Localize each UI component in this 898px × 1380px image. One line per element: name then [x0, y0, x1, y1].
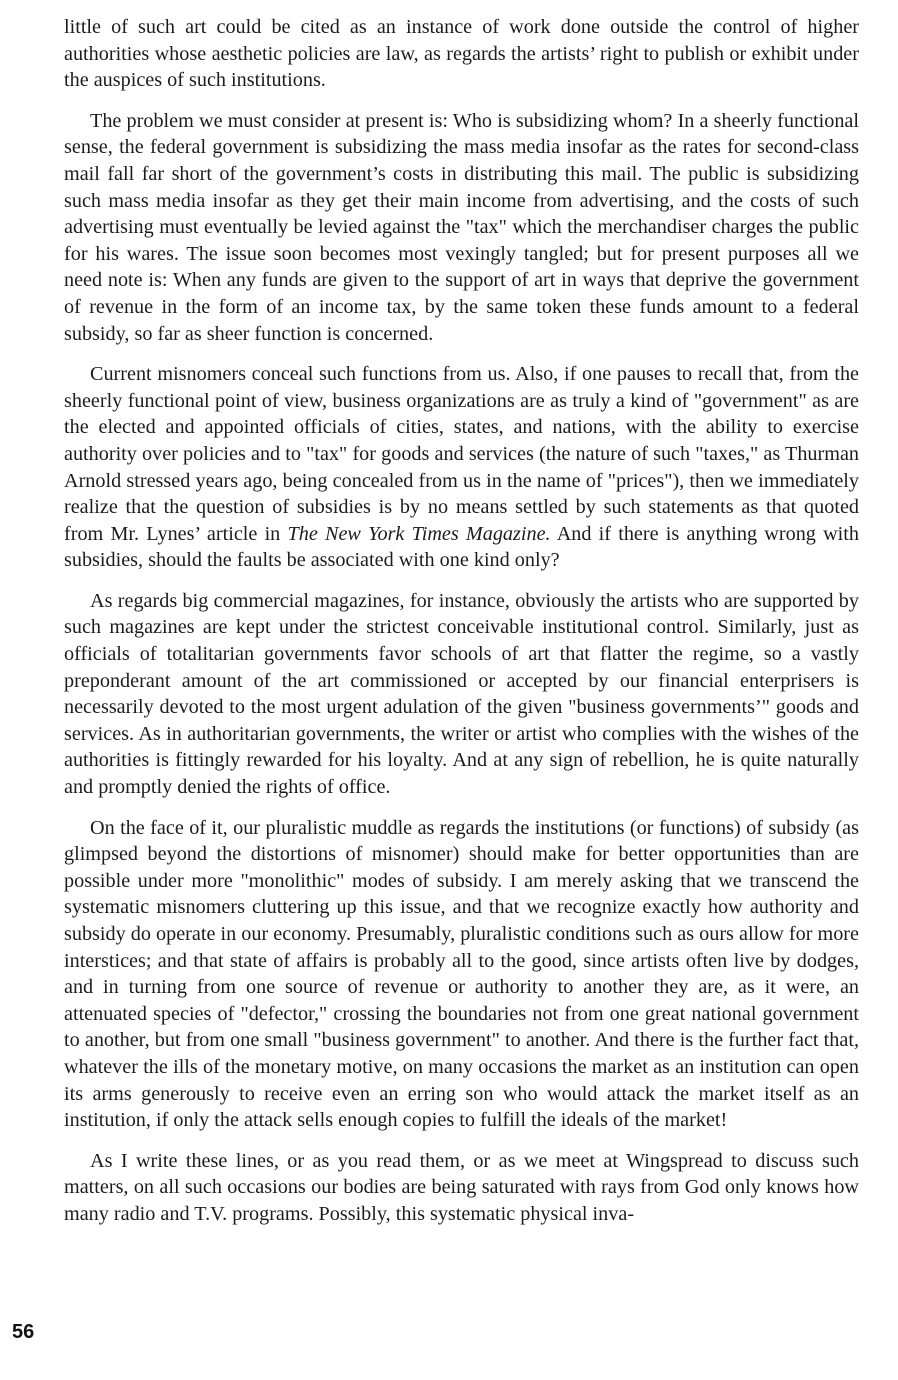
paragraph-text: The problem we must consider at present is: Who is subsidizing whom? In a sheerly functional sense, the federal government is subsidizing the mass media insofar as the rates for second-class mail fall far short of the government’s costs in distributing this mail. The public is subsidizing such mass media insofar as they get their main income from advertising, and the costs of such advertising must eventually be levied against the "tax" which the merchandiser charges the public for his wares. The issue soon becomes most vexingly tangled; but for present purposes all we need note is: When any funds are given to the support of art in ways that deprive the government of revenue in the form of an income tax, by the same token these funds amount to a federal subsidy, so far as sheer function is concerned.: [64, 109, 859, 345]
paragraph-text: As I write these lines, or as you read them, or as we meet at Wingspread to discuss such matters, on all such occasions our bodies are being saturated with rays from God only knows how many radio and T.V. programs. Possibly, this systematic physical inva-: [64, 1149, 859, 1225]
paragraph-3: [64, 361, 859, 574]
paragraph-2: [64, 108, 859, 347]
paragraph-1: [64, 14, 859, 94]
paragraph-text: Current misnomers conceal such functions from us. Also, if one pauses to recall that, from the sheerly functional point of view, business organizations are as truly a kind of "government" as are the elected and appointed officials of cities, states, and nations, with the ability to exercise authority over policies and to "tax" for goods and services (the nature of such "taxes," as Thurman Arnold stressed years ago, being concealed from us in the name of "prices"), then we immediately realize that the question of subsidies is by no means settled by such statements as that quoted from Mr. Lynes’ article in: [64, 363, 859, 545]
document-body: [64, 14, 859, 1228]
paragraph-6: [64, 1148, 859, 1228]
paragraph-4: [64, 588, 859, 801]
paragraph-text: And if there is anything wrong with subsidies, should the faults be associated with one kind only?: [64, 522, 859, 572]
paragraph-5: [64, 815, 859, 1134]
magazine-title: The New York Times Magazine.: [287, 522, 551, 545]
paragraph-text: little of such art could be cited as an instance of work done outside the control of higher authorities whose aesthetic policies are law, as regards the artists’ right to publish or exhibit under the auspices of such institutions.: [64, 16, 859, 92]
page-number: 56: [12, 1321, 35, 1343]
paragraph-text: As regards big commercial magazines, for instance, obviously the artists who are supported by such magazines are kept under the strictest conceivable institutional control. Similarly, just as officials of totalitarian governments favor schools of art that flatter the regime, so a vastly preponderant amount of the art commissioned or accepted by our financial enterprisers is necessarily devoted to the most urgent adulation of the given "business governments’" goods and services. As in authoritarian governments, the writer or artist who complies with the wishes of the authorities is fittingly rewarded for his loyalty. And at any sign of rebellion, he is quite naturally and promptly denied the rights of office.: [64, 589, 859, 799]
paragraph-text: On the face of it, our pluralistic muddle as regards the institutions (or functions) of subsidy (as glimpsed beyond the distortions of misnomer) should make for better opportunities than are possible under more "monolithic" modes of subsidy. I am merely asking that we transcend the systematic misnomers cluttering up this issue, and that we recognize exactly how authority and subsidy do operate in our economy. Presumably, pluralistic conditions such as ours allow for more interstices; and that state of affairs is probably all to the good, since artists often live by dodges, and in turning from one source of revenue or authority to another they are, as it were, an attenuated species of "defector," crossing the boundaries not from one great national government to another, but from one small "business government" to another. And there is the further fact that, whatever the ills of the monetary motive, on many occasions the market as an institution can open its arms generously to receive even an erring son who would attack the market itself as an institution, if only the attack sells enough copies to fulfill the ideals of the market!: [64, 816, 859, 1132]
